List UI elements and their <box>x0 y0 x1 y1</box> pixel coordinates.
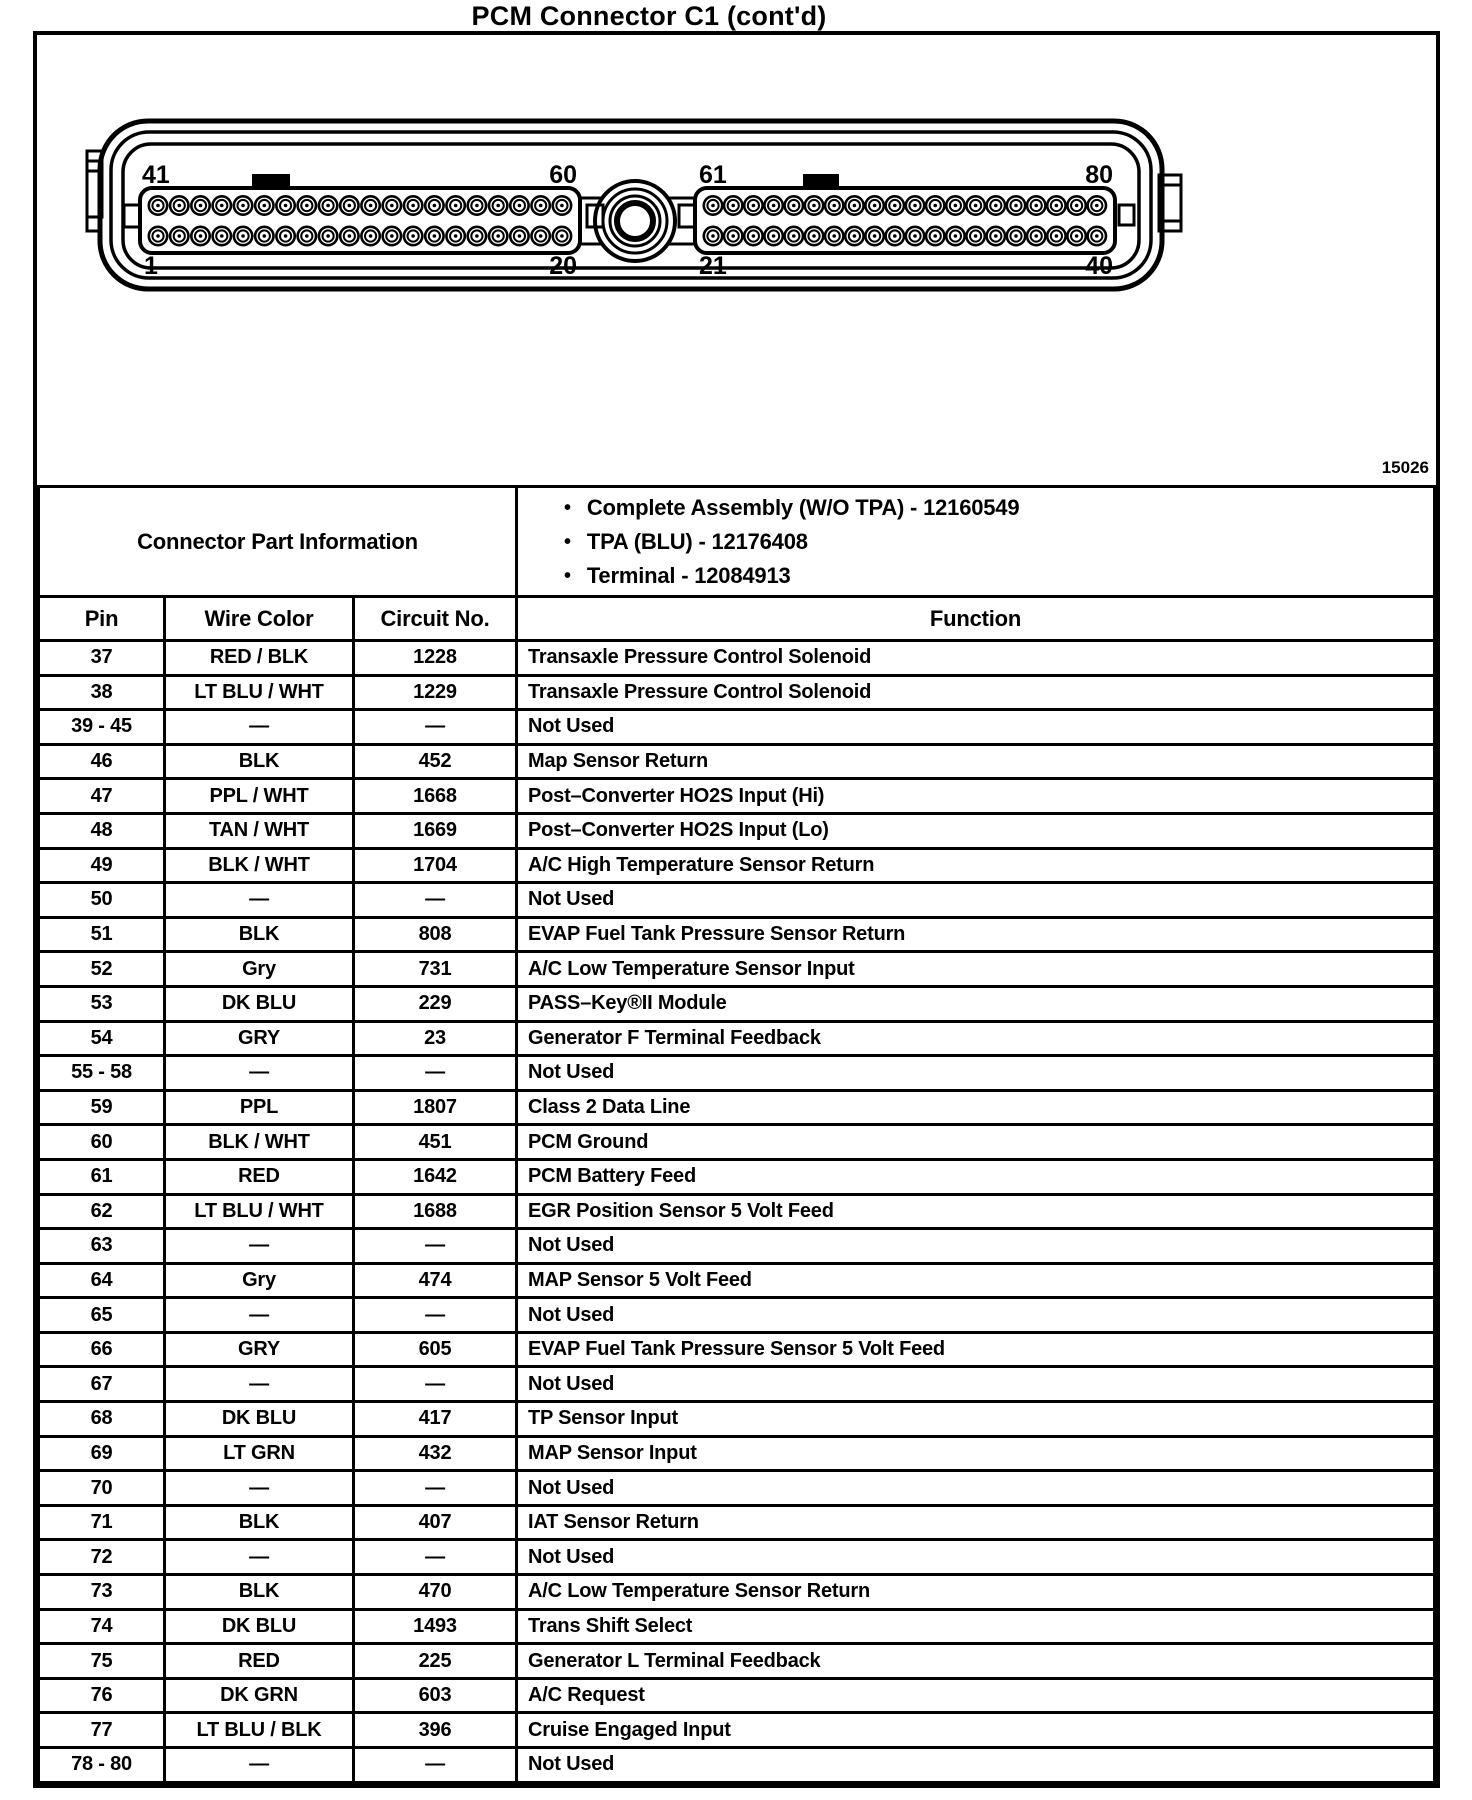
table-row <box>39 1678 1435 1713</box>
table-row <box>39 1125 1435 1160</box>
circuit-no-cell: — <box>354 1748 517 1783</box>
circuit-no-cell: 808 <box>354 917 517 952</box>
circuit-no-cell: 23 <box>354 1021 517 1056</box>
wire-color-cell: BLK <box>165 1505 354 1540</box>
circuit-no-cell: 225 <box>354 1644 517 1679</box>
table-row <box>39 1367 1435 1402</box>
circuit-no-cell: — <box>354 710 517 745</box>
circuit-no-cell: 731 <box>354 952 517 987</box>
function-cell: PCM Ground <box>517 1125 1435 1160</box>
wire-color-cell: — <box>165 883 354 918</box>
part-info-item <box>564 525 1432 559</box>
wire-color-cell: BLK <box>165 917 354 952</box>
wire-color-cell: DK BLU <box>165 1402 354 1437</box>
pin-cell: 77 <box>39 1713 165 1748</box>
right-pin-field <box>704 196 1106 245</box>
circuit-no-cell: — <box>354 1229 517 1264</box>
table-row <box>39 848 1435 883</box>
left-pin-field <box>149 196 571 245</box>
function-cell: Generator L Terminal Feedback <box>517 1644 1435 1679</box>
function-cell: Not Used <box>517 1471 1435 1506</box>
circuit-no-cell: — <box>354 1367 517 1402</box>
table-row <box>39 986 1435 1021</box>
part-info-item <box>564 559 1432 593</box>
wire-color-cell: Gry <box>165 952 354 987</box>
part-info-list <box>517 487 1435 597</box>
wire-color-cell: TAN / WHT <box>165 813 354 848</box>
function-cell: EVAP Fuel Tank Pressure Sensor Return <box>517 917 1435 952</box>
pin-cell: 74 <box>39 1609 165 1644</box>
part-info-item-text: Complete Assembly (W/O TPA) - 12160549 <box>586 494 1020 520</box>
circuit-no-cell: 432 <box>354 1436 517 1471</box>
pin-cell: 38 <box>39 675 165 710</box>
pin-cell: 47 <box>39 779 165 814</box>
wire-color-cell: — <box>165 1367 354 1402</box>
function-cell: Not Used <box>517 1367 1435 1402</box>
wire-color-cell: — <box>165 1540 354 1575</box>
col-header-function: Function <box>517 597 1435 641</box>
pin-cell: 67 <box>39 1367 165 1402</box>
circuit-no-cell: 1493 <box>354 1609 517 1644</box>
pin-cell: 71 <box>39 1505 165 1540</box>
pin-cell: 75 <box>39 1644 165 1679</box>
bullet-icon: • <box>564 496 571 519</box>
pin-label-80: 80 <box>1085 161 1113 189</box>
wire-color-cell: BLK <box>165 744 354 779</box>
function-cell: Generator F Terminal Feedback <box>517 1021 1435 1056</box>
function-cell: EVAP Fuel Tank Pressure Sensor 5 Volt Feed <box>517 1332 1435 1367</box>
wire-color-cell: — <box>165 1471 354 1506</box>
wire-color-cell: GRY <box>165 1332 354 1367</box>
left-key-tab <box>252 174 290 189</box>
function-cell: Post–Converter HO2S Input (Lo) <box>517 813 1435 848</box>
pin-label-40: 40 <box>1085 252 1113 280</box>
function-cell: PASS–Key®II Module <box>517 986 1435 1021</box>
circuit-no-cell: 451 <box>354 1125 517 1160</box>
table-row <box>39 1436 1435 1471</box>
pcm-connector-drawing <box>37 35 1436 485</box>
circuit-no-cell: 417 <box>354 1402 517 1437</box>
pin-cell: 62 <box>39 1194 165 1229</box>
table-row <box>39 1229 1435 1264</box>
table-row <box>39 1056 1435 1091</box>
table-row <box>39 1159 1435 1194</box>
figure-frame <box>33 31 1440 1788</box>
pin-cell: 50 <box>39 883 165 918</box>
circuit-no-cell: 452 <box>354 744 517 779</box>
table-row <box>39 917 1435 952</box>
wire-color-cell: LT GRN <box>165 1436 354 1471</box>
pinout-table <box>37 485 1436 1784</box>
wire-color-cell: — <box>165 1056 354 1091</box>
function-cell: Class 2 Data Line <box>517 1090 1435 1125</box>
pin-cell: 51 <box>39 917 165 952</box>
wire-color-cell: BLK / WHT <box>165 1125 354 1160</box>
table-row <box>39 1471 1435 1506</box>
pin-cell: 76 <box>39 1678 165 1713</box>
wire-color-cell: RED <box>165 1644 354 1679</box>
pin-cell: 60 <box>39 1125 165 1160</box>
wire-color-cell: LT BLU / BLK <box>165 1713 354 1748</box>
wire-color-cell: GRY <box>165 1021 354 1056</box>
circuit-no-cell: 1688 <box>354 1194 517 1229</box>
wire-color-cell: RED / BLK <box>165 641 354 676</box>
wire-color-cell: PPL / WHT <box>165 779 354 814</box>
function-cell: Not Used <box>517 1748 1435 1783</box>
table-row <box>39 675 1435 710</box>
page-title: PCM Connector C1 (cont'd) <box>471 1 827 31</box>
function-cell: EGR Position Sensor 5 Volt Feed <box>517 1194 1435 1229</box>
pin-cell: 72 <box>39 1540 165 1575</box>
wire-color-cell: Gry <box>165 1263 354 1298</box>
table-row <box>39 813 1435 848</box>
function-cell: MAP Sensor Input <box>517 1436 1435 1471</box>
function-cell: Not Used <box>517 1298 1435 1333</box>
pin-cell: 46 <box>39 744 165 779</box>
table-row <box>39 1090 1435 1125</box>
pin-cell: 68 <box>39 1402 165 1437</box>
wire-color-cell: — <box>165 710 354 745</box>
pin-cell: 59 <box>39 1090 165 1125</box>
wire-color-cell: DK GRN <box>165 1678 354 1713</box>
part-info-item <box>564 491 1432 525</box>
part-info-item-text: Terminal - 12084913 <box>586 562 791 588</box>
wire-color-cell: DK BLU <box>165 986 354 1021</box>
function-cell: Not Used <box>517 710 1435 745</box>
table-row <box>39 883 1435 918</box>
pin-cell: 39 - 45 <box>39 710 165 745</box>
table-row <box>39 1540 1435 1575</box>
table-row <box>39 1644 1435 1679</box>
table-row <box>39 1263 1435 1298</box>
table-row <box>39 1748 1435 1783</box>
table-row <box>39 641 1435 676</box>
wire-color-cell: — <box>165 1229 354 1264</box>
function-cell: Transaxle Pressure Control Solenoid <box>517 641 1435 676</box>
function-cell: A/C High Temperature Sensor Return <box>517 848 1435 883</box>
circuit-no-cell: 1807 <box>354 1090 517 1125</box>
bullet-icon: • <box>564 564 571 587</box>
circuit-no-cell: 1668 <box>354 779 517 814</box>
table-row <box>39 1609 1435 1644</box>
circuit-no-cell: 1704 <box>354 848 517 883</box>
part-info-row <box>39 487 1435 597</box>
pin-cell: 64 <box>39 1263 165 1298</box>
col-header-wire-color: Wire Color <box>165 597 354 641</box>
part-info-item-text: TPA (BLU) - 12176408 <box>586 528 808 554</box>
pin-label-21: 21 <box>699 252 727 280</box>
circuit-no-cell: 603 <box>354 1678 517 1713</box>
function-cell: Post–Converter HO2S Input (Hi) <box>517 779 1435 814</box>
table-row <box>39 1575 1435 1610</box>
col-header-pin: Pin <box>39 597 165 641</box>
circuit-no-cell: 1229 <box>354 675 517 710</box>
circuit-no-cell: 1228 <box>354 641 517 676</box>
circuit-no-cell: 396 <box>354 1713 517 1748</box>
table-row <box>39 1332 1435 1367</box>
function-cell: Not Used <box>517 1056 1435 1091</box>
circuit-no-cell: 605 <box>354 1332 517 1367</box>
wire-color-cell: LT BLU / WHT <box>165 1194 354 1229</box>
wire-color-cell: BLK <box>165 1575 354 1610</box>
wire-color-cell: — <box>165 1298 354 1333</box>
circuit-no-cell: — <box>354 1056 517 1091</box>
pin-cell: 54 <box>39 1021 165 1056</box>
table-row <box>39 710 1435 745</box>
pin-cell: 48 <box>39 813 165 848</box>
circuit-no-cell: — <box>354 1298 517 1333</box>
circuit-no-cell: 470 <box>354 1575 517 1610</box>
pin-table-body <box>39 641 1435 1783</box>
pin-label-20: 20 <box>549 252 577 280</box>
function-cell: Transaxle Pressure Control Solenoid <box>517 675 1435 710</box>
function-cell: A/C Low Temperature Sensor Input <box>517 952 1435 987</box>
pin-cell: 52 <box>39 952 165 987</box>
part-info-label: Connector Part Information <box>39 487 517 597</box>
function-cell: A/C Request <box>517 1678 1435 1713</box>
right-key-tab <box>803 174 839 189</box>
circuit-no-cell: 474 <box>354 1263 517 1298</box>
function-cell: Not Used <box>517 1540 1435 1575</box>
pin-cell: 55 - 58 <box>39 1056 165 1091</box>
pin-cell: 63 <box>39 1229 165 1264</box>
center-bolt-boss <box>582 181 692 261</box>
pin-cell: 69 <box>39 1436 165 1471</box>
table-row <box>39 1402 1435 1437</box>
pin-cell: 61 <box>39 1159 165 1194</box>
function-cell: PCM Battery Feed <box>517 1159 1435 1194</box>
pin-label-41: 41 <box>142 161 170 189</box>
pin-cell: 78 - 80 <box>39 1748 165 1783</box>
pin-cell: 70 <box>39 1471 165 1506</box>
circuit-no-cell: 407 <box>354 1505 517 1540</box>
table-row <box>39 1505 1435 1540</box>
wire-color-cell: PPL <box>165 1090 354 1125</box>
wire-color-cell: BLK / WHT <box>165 848 354 883</box>
function-cell: Cruise Engaged Input <box>517 1713 1435 1748</box>
function-cell: Not Used <box>517 883 1435 918</box>
wire-color-cell: — <box>165 1748 354 1783</box>
circuit-no-cell: 229 <box>354 986 517 1021</box>
table-row <box>39 952 1435 987</box>
pin-label-1: 1 <box>144 252 158 280</box>
bullet-icon: • <box>564 530 571 553</box>
circuit-no-cell: — <box>354 883 517 918</box>
table-row <box>39 744 1435 779</box>
table-row <box>39 779 1435 814</box>
function-cell: Trans Shift Select <box>517 1609 1435 1644</box>
function-cell: TP Sensor Input <box>517 1402 1435 1437</box>
col-header-circuit-no: Circuit No. <box>354 597 517 641</box>
circuit-no-cell: 1642 <box>354 1159 517 1194</box>
pin-cell: 65 <box>39 1298 165 1333</box>
pin-cell: 53 <box>39 986 165 1021</box>
wire-color-cell: DK BLU <box>165 1609 354 1644</box>
wire-color-cell: RED <box>165 1159 354 1194</box>
circuit-no-cell: 1669 <box>354 813 517 848</box>
table-row <box>39 1298 1435 1333</box>
function-cell: Not Used <box>517 1229 1435 1264</box>
pin-label-60: 60 <box>549 161 577 189</box>
connector-diagram <box>37 35 1436 485</box>
table-row <box>39 1194 1435 1229</box>
pin-label-61: 61 <box>699 161 727 189</box>
function-cell: IAT Sensor Return <box>517 1505 1435 1540</box>
table-row <box>39 1713 1435 1748</box>
pin-cell: 73 <box>39 1575 165 1610</box>
pin-cell: 37 <box>39 641 165 676</box>
pin-cell: 66 <box>39 1332 165 1367</box>
table-header-row <box>39 597 1435 641</box>
circuit-no-cell: — <box>354 1540 517 1575</box>
function-cell: Map Sensor Return <box>517 744 1435 779</box>
circuit-no-cell: — <box>354 1471 517 1506</box>
function-cell: A/C Low Temperature Sensor Return <box>517 1575 1435 1610</box>
function-cell: MAP Sensor 5 Volt Feed <box>517 1263 1435 1298</box>
wire-color-cell: LT BLU / WHT <box>165 675 354 710</box>
table-row <box>39 1021 1435 1056</box>
figure-number: 15026 <box>1381 458 1429 477</box>
pin-cell: 49 <box>39 848 165 883</box>
